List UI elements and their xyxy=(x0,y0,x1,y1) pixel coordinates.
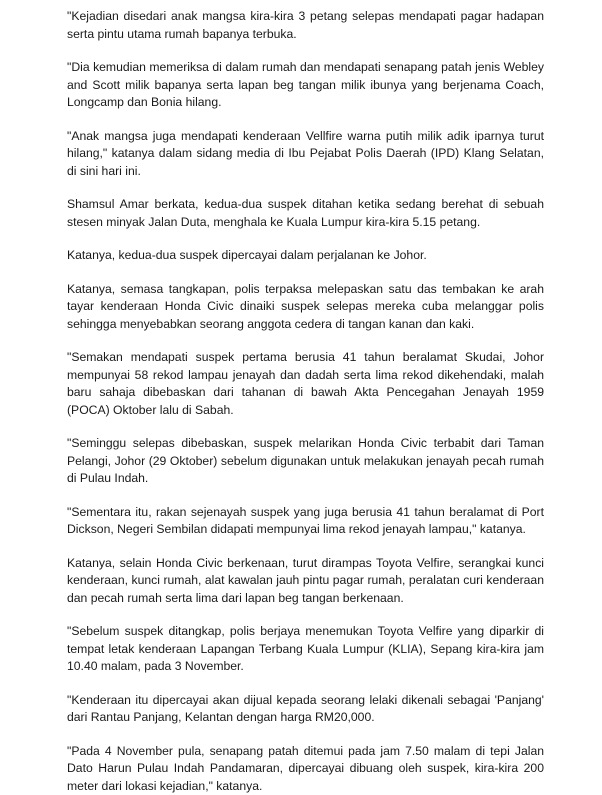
paragraph-9: "Sementara itu, rakan sejenayah suspek yang juga berusia 41 tahun beralamat di Port Dickson, Negeri Sembilan didapati mempunyai lima rekod jenayah lampau," katanya. xyxy=(67,504,544,539)
paragraph-7: "Semakan mendapati suspek pertama berusia 41 tahun beralamat Skudai, Johor mempunyai 58 rekod lampau jenayah dan dadah serta lima rekod dikehendaki, malah baru sahaja dibebaskan dari tahanan di bawah Akta Pencegahan Jenayah 1959 (POCA) Oktober lalu di Sabah. xyxy=(67,349,544,419)
paragraph-11: "Sebelum suspek ditangkap, polis berjaya menemukan Toyota Velfire yang diparkir di tempat letak kenderaan Lapangan Terbang Kuala Lumpur (KLIA), Sepang kira-kira jam 10.40 malam, pada 3 November. xyxy=(67,623,544,676)
paragraph-13: "Pada 4 November pula, senapang patah ditemui pada jam 7.50 malam di tepi Jalan Dato Harun Pulau Indah Pandamaran, dipercayai dibuang oleh suspek, kira-kira 200 meter dari lokasi kejadian," katanya. xyxy=(67,743,544,795)
paragraph-10: Katanya, selain Honda Civic berkenaan, turut dirampas Toyota Velfire, serangkai kunci kenderaan, kunci rumah, alat kawalan jauh pintu pagar rumah, peralatan curi kenderaan dan pecah rumah serta lima dari lapan beg tangan berkenaan. xyxy=(67,555,544,608)
paragraph-8: "Seminggu selepas dibebaskan, suspek melarikan Honda Civic terbabit dari Taman Pelangi, Johor (29 Oktober) sebelum digunakan untuk melakukan jenayah pecah rumah di Pulau Indah. xyxy=(67,435,544,488)
paragraph-4: Shamsul Amar berkata, kedua-dua suspek ditahan ketika sedang berehat di sebuah stesen minyak Jalan Duta, menghala ke Kuala Lumpur kira-kira 5.15 petang. xyxy=(67,196,544,231)
paragraph-12: "Kenderaan itu dipercayai akan dijual kepada seorang lelaki dikenali sebagai 'Panjang' dari Rantau Panjang, Kelantan dengan harga RM20,000. xyxy=(67,692,544,727)
paragraph-1: "Kejadian disedari anak mangsa kira-kira 3 petang selepas mendapati pagar hadapan serta pintu utama rumah bapanya terbuka. xyxy=(67,8,544,43)
paragraph-5: Katanya, kedua-dua suspek dipercayai dalam perjalanan ke Johor. xyxy=(67,247,544,265)
paragraph-3: "Anak mangsa juga mendapati kenderaan Vellfire warna putih milik adik iparnya turut hilang," katanya dalam sidang media di Ibu Pejabat Polis Daerah (IPD) Klang Selatan, di sini hari ini. xyxy=(67,128,544,181)
paragraph-6: Katanya, semasa tangkapan, polis terpaksa melepaskan satu das tembakan ke arah tayar kenderaan Honda Civic dinaiki suspek selepas mereka cuba melanggar polis sehingga menyebabkan seorang anggota cedera di tangan kanan dan kaki. xyxy=(67,281,544,334)
paragraph-2: "Dia kemudian memeriksa di dalam rumah dan mendapati senapang patah jenis Webley and Scott milik bapanya serta lapan beg tangan milik ibunya yang berjenama Coach, Longcamp dan Bonia hilang. xyxy=(67,59,544,112)
